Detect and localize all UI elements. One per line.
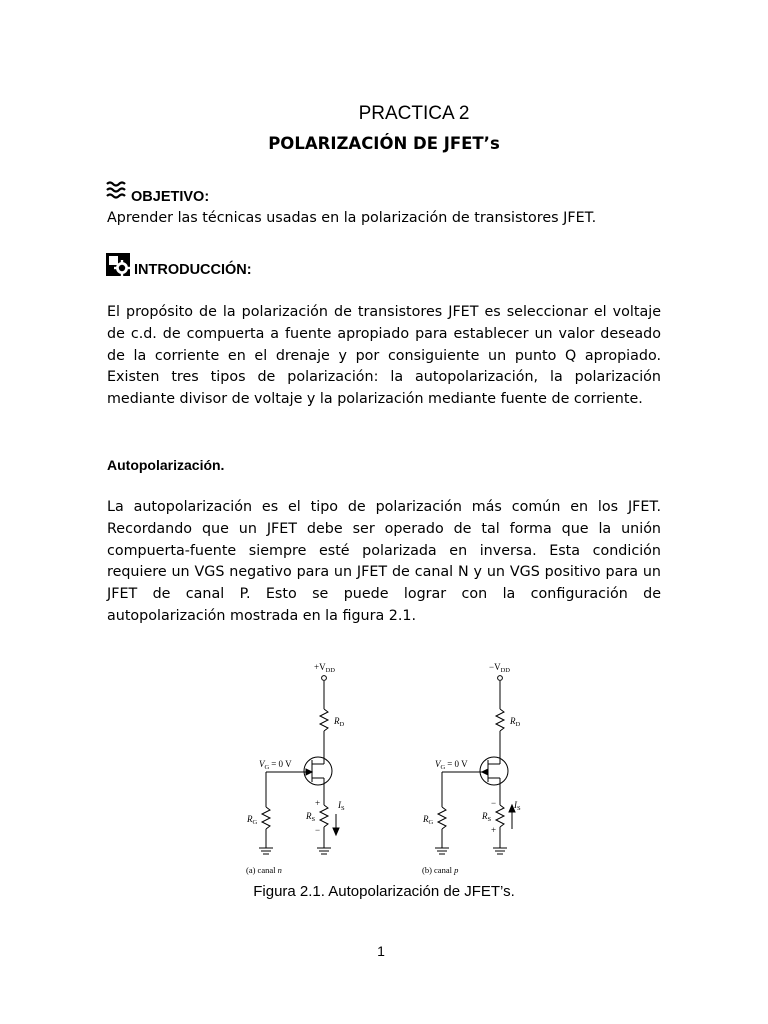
rg-resistor-a bbox=[262, 807, 270, 829]
self-bias-paragraph: La autopolarización es el tipo de polarización más común en los JFET. Recordando que un JFET debe ser operado de tal forma que la unión compuerta-fuente siempre esté polarizada en inversa. Esta condición requiere un VGS negativo para un JFET de canal N y un VGS positivo para un JFET de canal P. Esto se puede lograr con la configuración de autopolarización mostrada en la figura 2.1. bbox=[107, 499, 661, 624]
supply-label-b: $-V_{DD}$ bbox=[489, 662, 510, 674]
rs-label-a: $R_S$ bbox=[306, 811, 316, 823]
rd-resistor-b bbox=[496, 709, 504, 731]
page-title: PRACTICA 2 bbox=[358, 103, 470, 124]
introduction-heading: INTRODUCCIÓN: bbox=[134, 262, 252, 278]
polarity-top-a: + bbox=[315, 798, 321, 808]
gear-icon bbox=[106, 253, 130, 276]
rd-label-b: $R_D$ bbox=[510, 716, 521, 728]
rd-resistor-a bbox=[320, 709, 328, 731]
page-subtitle: POLARIZACIÓN DE JFET’s bbox=[268, 134, 500, 153]
supply-label-a: $+V_{DD}$ bbox=[314, 662, 335, 674]
waves-icon bbox=[106, 180, 128, 200]
polarity-bottom-a: − bbox=[315, 825, 321, 835]
circuit-b-label: (b) canal p bbox=[422, 865, 459, 875]
page-number: 1 bbox=[377, 943, 385, 959]
circuit-a-label: (a) canal n bbox=[246, 865, 282, 875]
rg-label-a: $R_G$ bbox=[247, 814, 258, 826]
jfet-self-bias-figure bbox=[238, 655, 538, 880]
is-label-a: $I_S$ bbox=[338, 800, 345, 812]
rd-label-a: $R_D$ bbox=[334, 716, 345, 728]
rs-resistor-a bbox=[320, 805, 328, 827]
rg-resistor-b bbox=[438, 807, 446, 829]
is-label-b: $I_S$ bbox=[514, 800, 521, 812]
rs-resistor-b bbox=[496, 805, 504, 827]
self-bias-heading: Autopolarización. bbox=[107, 457, 225, 473]
vg-label-a: $V_G = 0$ V bbox=[259, 759, 292, 771]
rs-label-b: $R_S$ bbox=[482, 811, 492, 823]
objective-heading: OBJETIVO: bbox=[131, 189, 210, 205]
vg-label-b: $V_G = 0$ V bbox=[435, 759, 468, 771]
rg-label-b: $R_G$ bbox=[423, 814, 434, 826]
figure-caption: Figura 2.1. Autopolarización de JFET’s. bbox=[253, 883, 515, 900]
polarity-top-b: − bbox=[491, 798, 497, 808]
introduction-paragraph: El propósito de la polarización de transistores JFET es seleccionar el voltaje de c.d. de compuerta a fuente apropiado para establecer un valor deseado de la corriente en el drenaje y por consiguiente un punto Q apropiado. Existen tres tipos de polarización: la autopolarización, la polarización mediante divisor de voltaje y la polarización mediante fuente de corriente. bbox=[107, 304, 661, 408]
polarity-bottom-b: + bbox=[491, 825, 497, 835]
objective-text: Aprender las técnicas usadas en la polarización de transistores JFET. bbox=[107, 210, 597, 226]
